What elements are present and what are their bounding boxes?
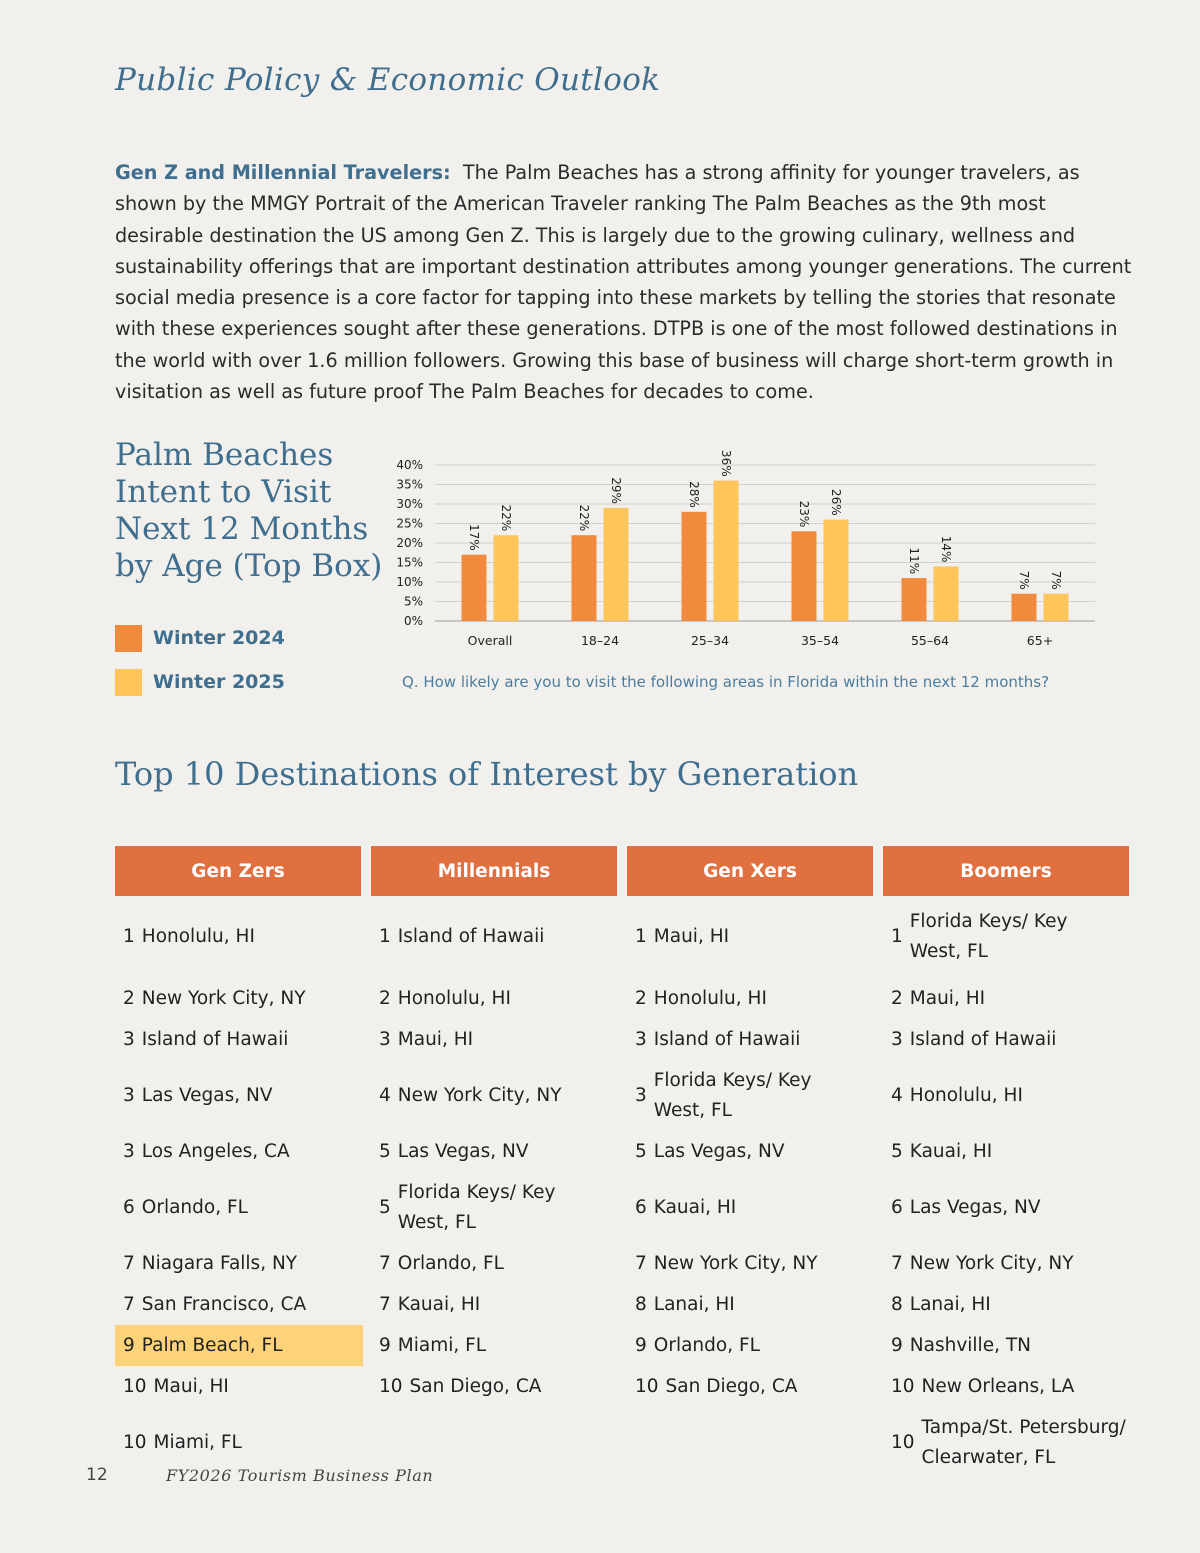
rank-number: 3: [379, 1028, 391, 1050]
list-item: [883, 1172, 1131, 1243]
destination-name: New York City, NY: [141, 987, 306, 1009]
rank-number: 5: [379, 1140, 391, 1162]
rank-number: 2: [123, 987, 135, 1009]
destination-name: New York City, NY: [397, 1084, 562, 1106]
rank-number: 8: [891, 1293, 903, 1315]
rank-number: 2: [635, 987, 647, 1009]
rank-number: 6: [891, 1196, 903, 1218]
list-item: [115, 896, 363, 978]
data-label: 22%: [499, 504, 513, 532]
bar: [1012, 594, 1037, 621]
list-item: [371, 1172, 619, 1243]
list-item: [371, 1131, 619, 1172]
data-label: 17%: [467, 524, 481, 551]
destination-name: Florida Keys/ Key West, FL: [653, 1069, 812, 1121]
rank-number: 10: [891, 1431, 915, 1453]
column-header: Gen Xers: [627, 846, 873, 896]
rank-number: 5: [379, 1196, 391, 1218]
destination-name: Maui, HI: [909, 987, 986, 1009]
list-item: [627, 1019, 875, 1060]
data-label: 7%: [1017, 570, 1031, 590]
list-item: [883, 1407, 1131, 1478]
survey-question: Q. How likely are you to visit the following areas in Florida within the next 12 months?: [402, 673, 1050, 691]
rank-number: 4: [379, 1084, 391, 1106]
data-label: 7%: [1049, 570, 1063, 590]
list-item: [883, 978, 1131, 1019]
table-title: Top 10 Destinations of Interest by Generation: [115, 755, 859, 793]
destination-name: Las Vegas, NV: [909, 1196, 1041, 1218]
list-item: [371, 896, 619, 978]
destination-name: Kauai, HI: [397, 1293, 481, 1315]
column-header: Millennials: [371, 846, 617, 896]
destination-name: Tampa/St. Petersburg/ Clearwater, FL: [921, 1416, 1126, 1468]
rank-number: 3: [635, 1084, 647, 1106]
data-label: 11%: [907, 547, 921, 575]
rank-number: 9: [635, 1334, 647, 1356]
y-tick-label: 5%: [403, 594, 423, 609]
list-item: [115, 978, 363, 1019]
intro-lead: Gen Z and Millennial Travelers:: [115, 161, 451, 184]
destination-name: Las Vegas, NV: [653, 1140, 785, 1162]
rank-number: 5: [635, 1140, 647, 1162]
data-label: 28%: [687, 481, 701, 508]
rank-number: 1: [635, 926, 647, 947]
list-item: [627, 1366, 875, 1407]
destination-name: San Diego, CA: [409, 1375, 542, 1397]
list-item: [115, 1131, 363, 1172]
rank-number: 10: [123, 1375, 147, 1397]
y-tick-label: 30%: [396, 497, 423, 511]
list-item: [115, 1284, 363, 1325]
rank-number: 5: [891, 1140, 903, 1162]
rank-number: 7: [379, 1293, 391, 1315]
rank-number: 6: [123, 1196, 135, 1218]
destination-name: Honolulu, HI: [909, 1084, 1023, 1106]
x-tick-label: 25–34: [690, 633, 730, 648]
list-item: [115, 1172, 363, 1243]
rank-number: 7: [123, 1252, 135, 1274]
destination-name: Honolulu, HI: [397, 987, 511, 1009]
list-item: [627, 1131, 875, 1172]
list-item: [883, 1019, 1131, 1060]
destination-name: Island of Hawaii: [909, 1028, 1057, 1050]
page-header: Public Policy & Economic Outlook: [115, 62, 661, 98]
y-tick-label: 20%: [396, 536, 423, 550]
destination-name: Maui, HI: [153, 1375, 229, 1397]
legend-item-winter-2025: [115, 668, 285, 696]
data-label: 22%: [577, 504, 591, 532]
rank-number: 7: [635, 1252, 647, 1274]
destination-name: Kauai, HI: [909, 1140, 993, 1162]
rank-number: 9: [123, 1334, 135, 1356]
legend-swatch-winter-2024: [115, 625, 142, 652]
list-item: [115, 1019, 363, 1060]
destination-name: Niagara Falls, NY: [141, 1252, 298, 1274]
chart-legend: [115, 624, 285, 712]
bar: [1044, 594, 1069, 621]
destination-name: Las Vegas, NV: [141, 1084, 273, 1106]
destination-name: Lanai, HI: [909, 1293, 991, 1315]
list-item: [627, 1172, 875, 1243]
rank-number: 1: [123, 926, 135, 947]
rank-number: 8: [635, 1293, 647, 1315]
bar: [572, 535, 597, 621]
rank-number: 7: [123, 1293, 135, 1315]
destination-name: Orlando, FL: [141, 1196, 248, 1218]
chart-title: Palm Beaches Intent to Visit Next 12 Months by Age (Top Box): [115, 437, 383, 584]
destination-name: San Diego, CA: [665, 1375, 798, 1397]
bar: [682, 512, 707, 621]
list-item: [115, 1325, 363, 1366]
x-tick-label: Overall: [467, 633, 513, 648]
y-tick-label: 40%: [396, 458, 423, 472]
column-header: Gen Zers: [115, 846, 361, 896]
destination-name: Palm Beach, FL: [141, 1334, 283, 1356]
x-tick-label: 35–54: [800, 633, 840, 648]
destination-name: Florida Keys/ Key West, FL: [909, 911, 1068, 962]
destination-name: Florida Keys/ Key West, FL: [397, 1181, 556, 1233]
legend-label: Winter 2024: [153, 627, 285, 649]
destination-name: Honolulu, HI: [653, 987, 767, 1009]
y-tick-label: 15%: [396, 555, 423, 570]
bar: [902, 578, 927, 621]
rank-number: 1: [379, 926, 391, 947]
destination-name: Miami, FL: [397, 1334, 487, 1356]
rank-number: 2: [891, 987, 903, 1009]
list-item: [883, 1284, 1131, 1325]
destination-name: New York City, NY: [653, 1252, 818, 1274]
list-item: [371, 1366, 619, 1407]
list-item: [371, 1284, 619, 1325]
footer-title: FY2026 Tourism Business Plan: [166, 1466, 434, 1485]
legend-item-winter-2024: [115, 624, 285, 652]
list-item: [883, 896, 1131, 978]
data-label: 14%: [939, 535, 953, 563]
rank-number: 3: [123, 1028, 135, 1050]
bar-chart: [390, 440, 1110, 660]
destination-name: Island of Hawaii: [397, 926, 545, 947]
rank-number: 9: [379, 1334, 391, 1356]
list-item: [883, 1060, 1131, 1131]
bar: [714, 481, 739, 621]
destination-name: Nashville, TN: [909, 1334, 1031, 1356]
rank-number: 3: [635, 1028, 647, 1050]
list-item: [371, 1325, 619, 1366]
rank-number: 3: [891, 1028, 903, 1050]
data-label: 26%: [829, 488, 843, 516]
rank-number: 1: [891, 926, 903, 947]
bar: [792, 531, 817, 621]
page-number: 12: [86, 1465, 108, 1485]
list-item: [627, 1243, 875, 1284]
rank-number: 10: [123, 1431, 147, 1453]
list-item: [371, 1060, 619, 1131]
data-label: 36%: [719, 449, 733, 477]
destination-name: Maui, HI: [653, 926, 730, 947]
rank-number: 2: [379, 987, 391, 1009]
rank-number: 3: [123, 1084, 135, 1106]
list-item: [627, 1060, 875, 1131]
destination-name: San Francisco, CA: [141, 1293, 307, 1315]
rank-number: 10: [635, 1375, 659, 1397]
list-item: [627, 896, 875, 978]
bar: [604, 508, 629, 621]
data-label: 29%: [609, 477, 623, 504]
y-tick-label: 35%: [396, 477, 423, 492]
list-item: [883, 1131, 1131, 1172]
destination-name: Island of Hawaii: [141, 1028, 289, 1050]
list-item: [371, 978, 619, 1019]
bar: [462, 555, 487, 621]
list-item: [371, 1019, 619, 1060]
data-label: 23%: [797, 500, 811, 528]
column-header: Boomers: [883, 846, 1129, 896]
bar: [494, 535, 519, 621]
destination-name: New Orleans, LA: [921, 1375, 1075, 1397]
y-tick-label: 10%: [396, 575, 423, 589]
rank-number: 10: [379, 1375, 403, 1397]
intro-body: The Palm Beaches has a strong affinity for younger travelers, as shown by the MMGY Portrait of the American Traveler ranking The Palm Beaches as the 9th most desirable destination the US among Gen Z. This is largely due to the growing culinary, wellness and sustainability offerings that are important destination attributes among younger generations. The current social media presence is a core factor for tapping into these markets by telling the stories that resonate with these experiences sought after these generations. DTPB is one of the most followed destinations in the world with over 1.6 million followers. Growing this base of business will charge short-term growth in visitation as well as future proof The Palm Beaches for decades to come.: [115, 161, 1132, 404]
bar: [934, 566, 959, 621]
destination-name: New York City, NY: [909, 1252, 1074, 1274]
rank-number: 10: [891, 1375, 915, 1397]
list-item: [115, 1243, 363, 1284]
list-item: [883, 1243, 1131, 1284]
legend-label: Winter 2025: [153, 671, 285, 693]
x-tick-label: 65+: [1026, 633, 1054, 648]
y-tick-label: 0%: [403, 614, 423, 628]
list-item: [627, 978, 875, 1019]
x-tick-label: 18–24: [580, 633, 620, 648]
bar: [824, 520, 849, 621]
list-item: [371, 1243, 619, 1284]
intro-paragraph: [115, 157, 1135, 407]
list-item: [883, 1325, 1131, 1366]
rank-number: 4: [891, 1084, 903, 1106]
rank-number: 3: [123, 1140, 135, 1162]
rank-number: 9: [891, 1334, 903, 1356]
legend-swatch-winter-2025: [115, 669, 142, 696]
destination-name: Miami, FL: [153, 1431, 242, 1453]
destination-name: Orlando, FL: [397, 1252, 504, 1274]
list-item: [627, 1284, 875, 1325]
destination-name: Orlando, FL: [653, 1334, 760, 1356]
x-tick-label: 55–64: [910, 633, 950, 648]
y-tick-label: 25%: [396, 516, 423, 531]
list-item: [115, 1366, 363, 1407]
list-item: [115, 1060, 363, 1131]
destination-name: Kauai, HI: [653, 1196, 737, 1218]
rank-number: 7: [891, 1252, 903, 1274]
rank-number: 6: [635, 1196, 647, 1218]
rank-number: 7: [379, 1252, 391, 1274]
list-item: [627, 1325, 875, 1366]
destination-name: Island of Hawaii: [653, 1028, 801, 1050]
destination-name: Maui, HI: [397, 1028, 474, 1050]
list-item: [883, 1366, 1131, 1407]
destination-name: Honolulu, HI: [141, 926, 255, 947]
destination-name: Lanai, HI: [653, 1293, 735, 1315]
destination-name: Las Vegas, NV: [397, 1140, 529, 1162]
destination-name: Los Angeles, CA: [141, 1140, 290, 1162]
